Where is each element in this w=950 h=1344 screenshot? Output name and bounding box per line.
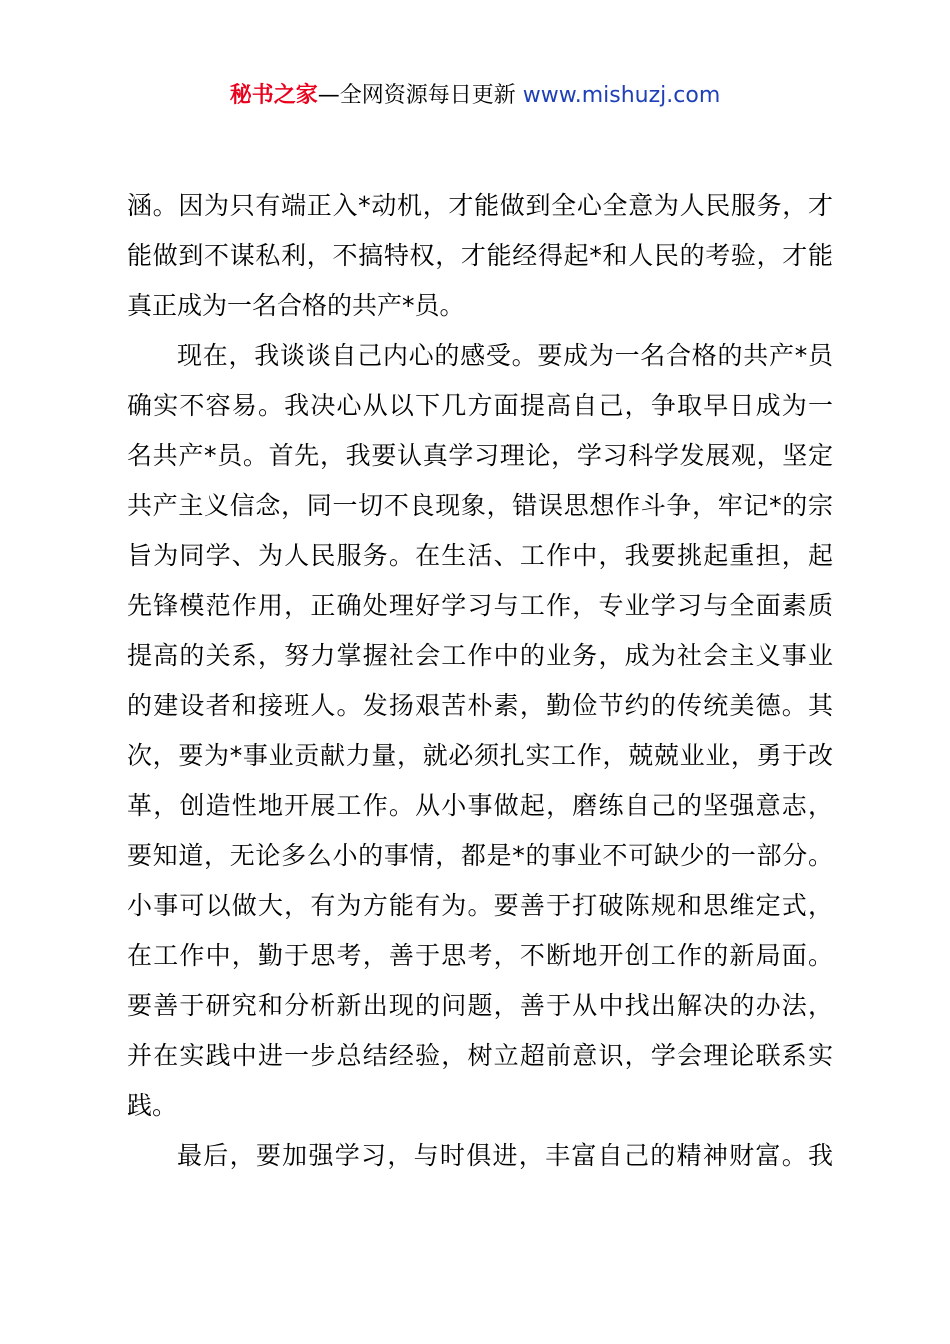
text-line: 提高的关系，努力掌握社会工作中的业务，成为社会主义事业 — [127, 641, 833, 670]
text-line: 革，创造性地开展工作。从小事做起，磨练自己的坚强意志， — [127, 791, 833, 820]
document-body — [127, 181, 833, 1181]
site-tagline: —全网资源每日更新 — [317, 83, 516, 108]
text-line: 的建设者和接班人。发扬艰苦朴素，勤俭节约的传统美德。其 — [127, 691, 833, 720]
site-url-link[interactable]: www.mishuzj.com — [522, 83, 721, 108]
text-line: 旨为同学、为人民服务。在生活、工作中，我要挑起重担，起 — [127, 541, 833, 570]
text-line: 确实不容易。我决心从以下几方面提高自己，争取早日成为一 — [127, 391, 833, 420]
text-line: 共产主义信念，同一切不良现象，错误思想作斗争，牢记*的宗 — [127, 491, 833, 520]
site-brand: 秘书之家 — [229, 83, 318, 108]
text-line: 践。 — [127, 1091, 178, 1120]
page-header — [0, 80, 950, 112]
text-line: 名共产*员。首先，我要认真学习理论，学习科学发展观，坚定 — [127, 441, 833, 470]
paragraph-first-line: 现在，我谈谈自己内心的感受。要成为一名合格的共产*员 — [177, 341, 833, 370]
paragraph-first-line: 最后，要加强学习，与时俱进，丰富自己的精神财富。我 — [177, 1141, 833, 1170]
text-line: 真正成为一名合格的共产*员。 — [127, 291, 465, 320]
text-line: 并在实践中进一步总结经验，树立超前意识，学会理论联系实 — [127, 1041, 833, 1070]
text-line: 要善于研究和分析新出现的问题，善于从中找出解决的办法， — [127, 991, 833, 1020]
text-line: 先锋模范作用，正确处理好学习与工作，专业学习与全面素质 — [127, 591, 833, 620]
text-line: 小事可以做大，有为方能有为。要善于打破陈规和思维定式， — [127, 891, 833, 920]
text-line: 要知道，无论多么小的事情，都是*的事业不可缺少的一部分。 — [127, 841, 833, 870]
text-line: 能做到不谋私利，不搞特权，才能经得起*和人民的考验，才能 — [127, 241, 833, 270]
text-line: 涵。因为只有端正入*动机，才能做到全心全意为人民服务，才 — [127, 191, 833, 220]
text-line: 次，要为*事业贡献力量，就必须扎实工作，兢兢业业，勇于改 — [127, 741, 833, 770]
text-line: 在工作中，勤于思考，善于思考，不断地开创工作的新局面。 — [127, 941, 833, 970]
